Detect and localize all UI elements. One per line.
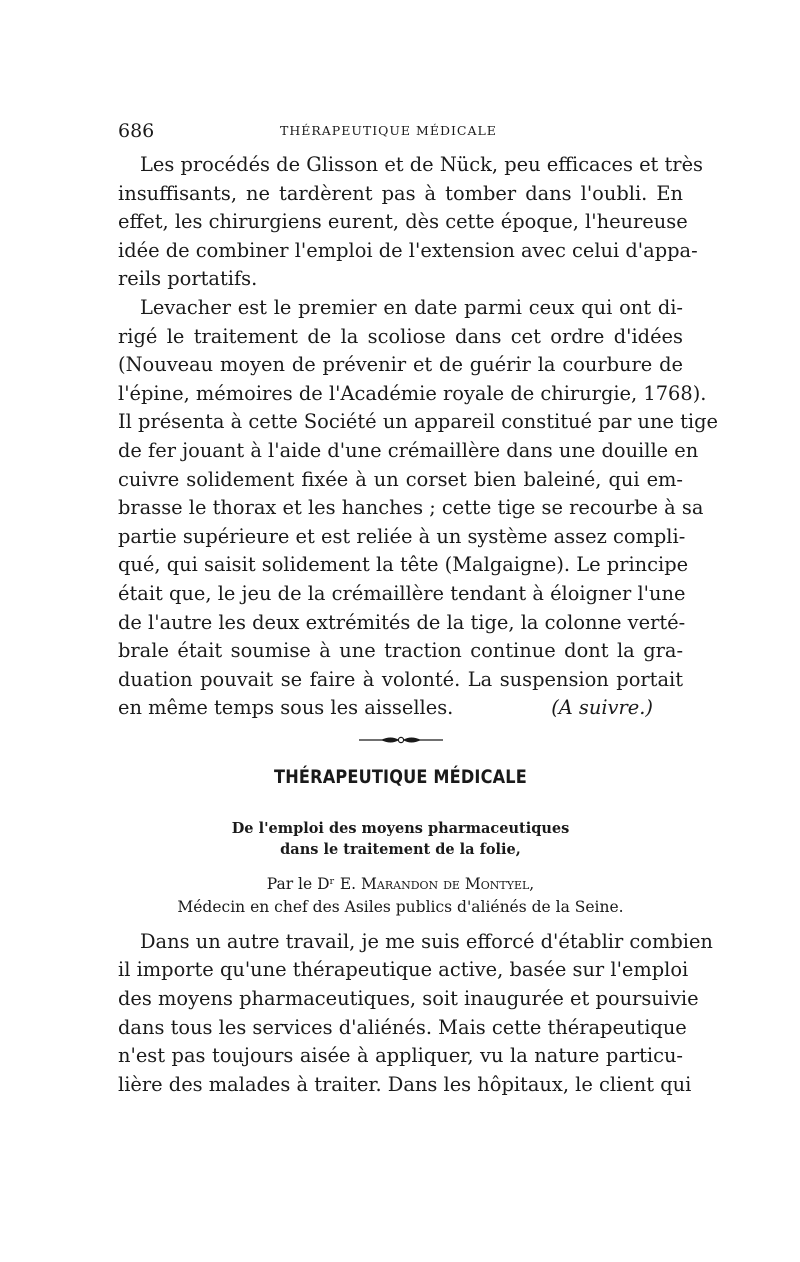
text-line: de fer jouant à l'aide d'une crémaillère dans une douille en xyxy=(118,438,699,462)
text-line: lière des malades à traiter. Dans les hôpitaux, le client qui xyxy=(118,1072,692,1096)
ornament-divider xyxy=(118,734,683,746)
running-head xyxy=(118,118,683,144)
book-page xyxy=(118,118,719,1099)
text-line: brasse le thorax et les hanches ; cette tige se recourbe à sa xyxy=(118,496,704,520)
page-number: 686 xyxy=(118,120,155,142)
text-line: n'est pas toujours aisée à appliquer, vu la nature particu- xyxy=(118,1044,683,1068)
paragraph-body xyxy=(118,928,713,1100)
author-affiliation: Médecin en chef des Asiles publics d'aliénés de la Seine. xyxy=(177,897,624,916)
text-line: idée de combiner l'emploi de l'extension avec celui d'appa- xyxy=(118,238,698,262)
article-title xyxy=(118,818,683,860)
text-line: Les procédés de Glisson et de Nück, peu efficaces et très xyxy=(140,153,703,176)
continued-note: (A suivre.) xyxy=(551,696,653,720)
text-line: l'épine, mémoires de l'Académie royale de chirurgie, 1768). xyxy=(118,381,707,405)
text-line: dans tous les services d'aliénés. Mais cette thérapeutique xyxy=(118,1015,687,1039)
section-title: THÉRAPEUTIQUE MÉDICALE xyxy=(274,765,527,788)
byline xyxy=(118,872,683,896)
text-line: de l'autre les deux extrémités de la tige, la colonne verté- xyxy=(118,610,686,634)
running-title: THÉRAPEUTIQUE MÉDICALE xyxy=(280,123,497,138)
text-line: Levacher est le premier en date parmi ceux qui ont di- xyxy=(140,295,683,319)
text-line: brale était soumise à une traction continue dont la gra- xyxy=(118,639,683,663)
text-line: Dans un autre travail, je me suis efforcé d'établir combien xyxy=(140,929,713,953)
text-line: partie supérieure et est reliée à un système assez compli- xyxy=(118,524,686,548)
text-line-final xyxy=(118,694,683,723)
text-line: rigé le traitement de la scoliose dans cet ordre d'idées xyxy=(118,324,683,348)
text-line: effet, les chirurgiens eurent, dès cette époque, l'heureuse xyxy=(118,210,688,234)
text-line: était que, le jeu de la crémaillère tendant à éloigner l'une xyxy=(118,581,686,605)
text-line: qué, qui saisit solidement la tête (Malgaigne). Le principe xyxy=(118,553,689,577)
text-line: reils portatifs. xyxy=(118,267,258,291)
text-line: Il présenta à cette Société un appareil constitué par une tige xyxy=(118,410,719,434)
final-line-text: en même temps sous les aisselles. xyxy=(118,696,454,720)
paragraph-glisson xyxy=(118,151,703,294)
byline-prefix: Par le Dʳ E. xyxy=(266,874,362,893)
text-line: des moyens pharmaceutiques, soit inaugurée et poursuivie xyxy=(118,987,699,1011)
article-title-line: De l'emploi des moyens pharmaceutiques xyxy=(231,819,570,837)
text-line: duation pouvait se faire à volonté. La suspension portait xyxy=(118,667,683,691)
text-line: (Nouveau moyen de prévenir et de guérir la courbure de xyxy=(118,353,683,377)
author-name: Marandon de Montyel, xyxy=(361,874,535,893)
text-line: cuivre solidement fixée à un corset bien baleiné, qui em- xyxy=(118,467,683,491)
paragraph-levacher xyxy=(118,294,719,723)
text-line: il importe qu'une thérapeutique active, basée sur l'emploi xyxy=(118,958,689,982)
text-line: insuffisants, ne tardèrent pas à tomber dans l'oubli. En xyxy=(118,181,683,205)
article-title-line: dans le traitement de la folie, xyxy=(280,840,521,858)
ornament-rule-icon xyxy=(359,734,443,746)
